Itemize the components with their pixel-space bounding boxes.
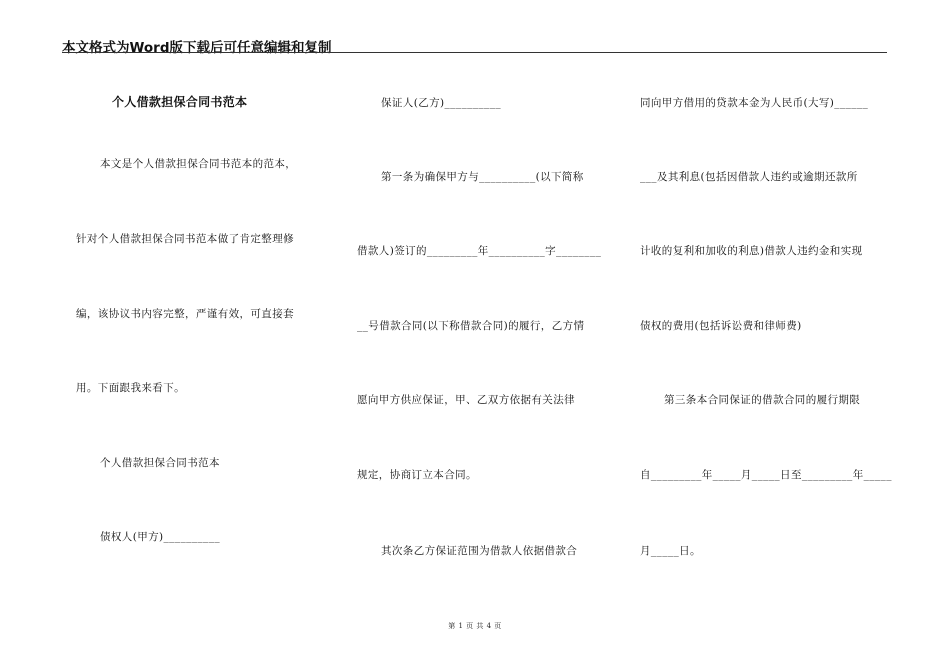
paragraph-line: 本文是个人借款担保合同书范本的范本， xyxy=(100,158,297,170)
paragraph-line: 借款人)签订的_________年__________字________ xyxy=(357,245,602,257)
paragraph-line: 编，该协议书内容完整，严谨有效，可直接套 xyxy=(76,308,294,320)
paragraph-line: 债权的费用(包括诉讼费和律师费) xyxy=(640,320,802,332)
paragraph-line: 月_____日。 xyxy=(640,545,701,557)
document-title: 个人借款担保合同书范本 xyxy=(112,95,248,109)
paragraph-line: 用。下面跟我来看下。 xyxy=(76,382,185,394)
page-number: 第 1 页 共 4 页 xyxy=(448,622,502,630)
header-divider xyxy=(62,52,887,53)
paragraph-line: 规定，协商订立本合同。 xyxy=(357,469,477,481)
paragraph-line: __号借款合同(以下称借款合同)的履行，乙方情 xyxy=(357,320,585,332)
paragraph-line: 保证人(乙方)__________ xyxy=(381,97,501,109)
paragraph-line: 债权人(甲方)__________ xyxy=(100,531,220,543)
paragraph-line: 第一条为确保甲方与__________(以下简称 xyxy=(381,171,584,183)
paragraph-line: 其次条乙方保证范围为借款人依据借款合 xyxy=(381,545,578,557)
paragraph-line: 同向甲方借用的贷款本金为人民币(大写)______ xyxy=(640,97,869,109)
paragraph-line: 针对个人借款担保合同书范本做了肯定整理修 xyxy=(76,233,294,245)
paragraph-line: 愿向甲方供应保证，甲、乙双方依据有关法律 xyxy=(357,394,575,406)
paragraph-line: ___及其利息(包括因借款人违约或逾期还款所 xyxy=(640,171,858,183)
paragraph-line: 计收的复利和加收的利息)借款人违约金和实现 xyxy=(640,245,863,257)
paragraph-line: 自_________年_____月_____日至_________年_____ xyxy=(640,469,892,481)
header-title: 本文格式为Word版下载后可任意编辑和复制 xyxy=(62,40,332,56)
paragraph-line: 第三条本合同保证的借款合同的履行期限 xyxy=(664,394,861,406)
section-heading: 个人借款担保合同书范本 xyxy=(100,457,220,469)
